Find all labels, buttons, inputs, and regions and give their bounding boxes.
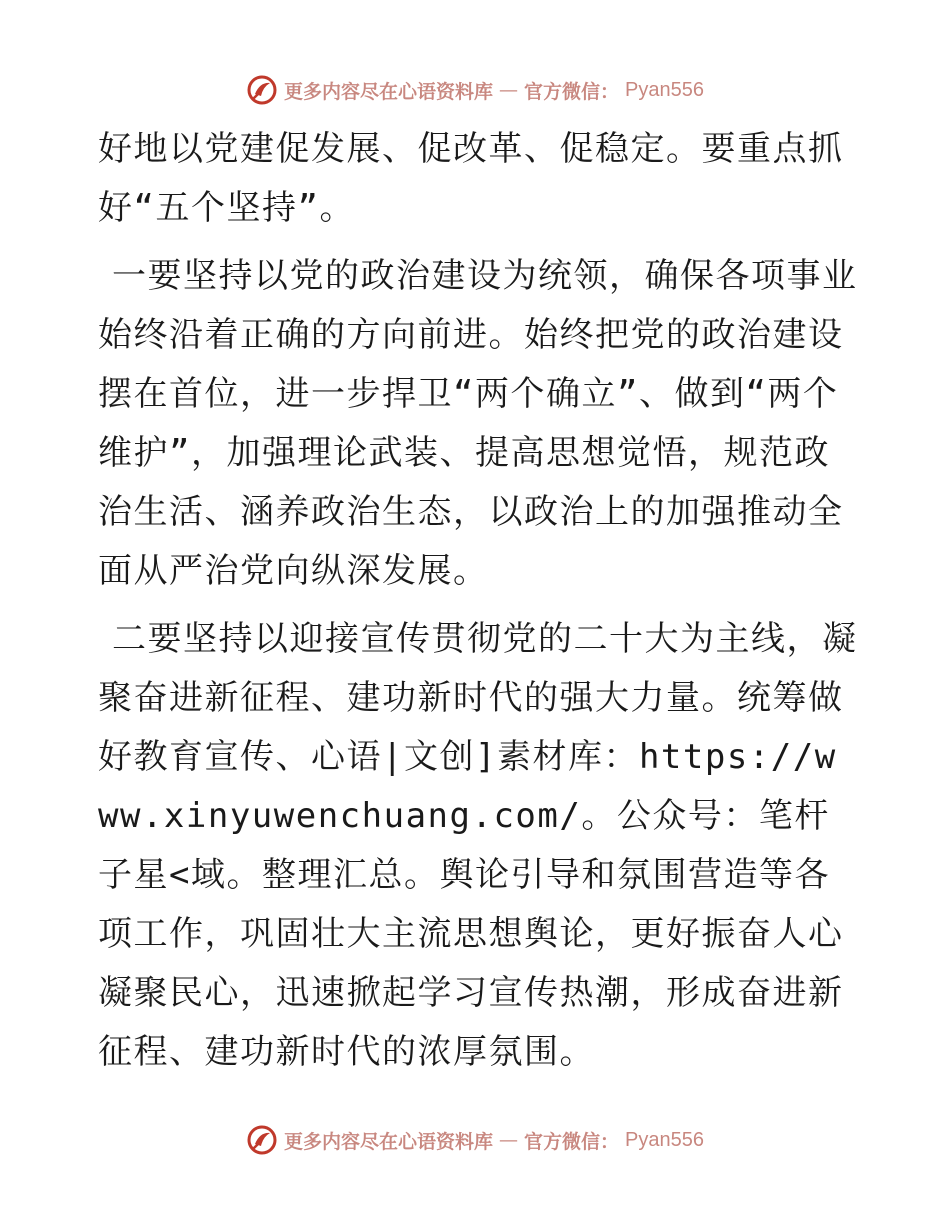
- footer-wechat-id: Pyan556: [625, 1128, 704, 1151]
- xinyu-logo-icon: [246, 1124, 278, 1156]
- header-wechat-label: 官方微信：: [524, 80, 620, 103]
- footer-site-text: 更多内容尽在心语资料库: [284, 1130, 494, 1153]
- footer-watermark-inner: [246, 1124, 704, 1156]
- paragraph-3: 二要坚持以迎接宣传贯彻党的二十大为主线，凝聚奋进新征程、建功新时代的强大力量。统筹做好教育宣传、心语|文创]素材库：https://www.xinyuwenchuang.com/。公众号：笔杆子星<域。整理汇总。舆论引导和氛围营造等各项工作，巩固壮大主流思想舆论，更好振奋人心凝聚民心，迅速掀起学习宣传热潮，形成奋进新征程、建功新时代的浓厚氛围。: [98, 619, 858, 1072]
- paragraph-2: 一要坚持以党的政治建设为统领，确保各项事业始终沿着正确的方向前进。始终把党的政治建设摆在首位，进一步捍卫“两个确立”、做到“两个维护”，加强理论武装、提高思想觉悟，规范政治生活、涵养政治生态，以政治上的加强推动全面从严治党向纵深发展。: [98, 256, 858, 591]
- header-wechat-id: Pyan556: [625, 78, 704, 101]
- xinyu-logo-icon: [246, 74, 278, 106]
- header-site-text: 更多内容尽在心语资料库: [284, 80, 494, 103]
- footer-dash: —: [499, 1129, 519, 1151]
- footer-wechat-label: 官方微信：: [524, 1130, 620, 1153]
- header-watermark-inner: [246, 74, 704, 106]
- footer-watermark: [0, 1120, 950, 1160]
- header-dash: —: [499, 79, 519, 101]
- header-watermark: [0, 70, 950, 110]
- document-body: [98, 120, 858, 1082]
- paragraph-1: 好地以党建促发展、促改革、促稳定。要重点抓好“五个坚持”。: [98, 129, 844, 228]
